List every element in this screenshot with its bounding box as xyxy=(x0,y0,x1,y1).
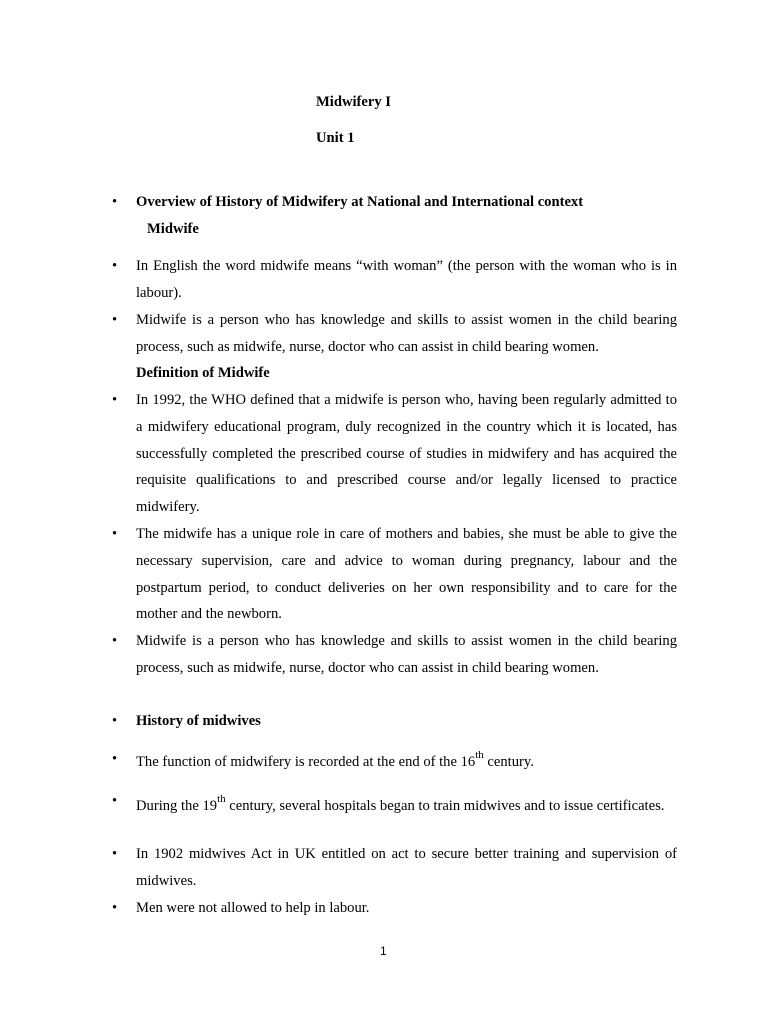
bullet-marker: • xyxy=(112,526,118,542)
bullet-marker: • xyxy=(112,633,118,649)
paragraph-19th-century: During the 19th century, several hospitals began to train midwives and to issue certificates. xyxy=(136,793,665,814)
subheading-midwife: Midwife xyxy=(147,221,199,237)
bullet-marker: • xyxy=(112,793,118,809)
bullet-marker: • xyxy=(112,194,118,210)
paragraph-midwife-role: The midwife has a unique role in care of mothers and babies, she must be able to give the necessary supervision, care and advice to woman during pregnancy, labour and the postpartum period, to conduct deliveries on her own responsibility and to care for the mother and the newborn. xyxy=(136,526,677,623)
paragraph-midwife-person: Midwife is a person who has knowledge and skills to assist women in the child bearing process, such as midwife, nurse, doctor who can assist in child bearing women. xyxy=(136,312,677,355)
paragraph-midwife-meaning: In English the word midwife means “with woman” (the person with the woman who is in labour). xyxy=(136,258,677,301)
bullet-marker: • xyxy=(112,900,118,916)
unit-label: Unit 1 xyxy=(316,130,355,146)
bullet-marker: • xyxy=(112,258,118,274)
bullet-marker: • xyxy=(112,846,118,862)
page-number: 1 xyxy=(380,944,387,958)
bullet-marker: • xyxy=(112,392,118,408)
paragraph-midwife-person-repeat: Midwife is a person who has knowledge and skills to assist women in the child bearing process, such as midwife, nurse, doctor who can assist in child bearing women. xyxy=(136,633,677,676)
paragraph-16th-century: The function of midwifery is recorded at the end of the 16th century. xyxy=(136,749,534,770)
section-heading-history: History of midwives xyxy=(136,713,261,729)
subheading-definition: Definition of Midwife xyxy=(136,365,270,381)
bullet-marker: • xyxy=(112,751,118,767)
paragraph-who-definition: In 1992, the WHO defined that a midwife is person who, having been regularly admitted to a midwifery educational program, duly recognized in the country which it is located, has successfully completed the prescribed course of studies in midwifery and has acquired the requisite qualifications to and prescribed course and/or legally licensed to practice midwifery. xyxy=(136,392,677,516)
document-title: Midwifery I xyxy=(316,94,391,110)
section-heading-overview: Overview of History of Midwifery at National and International context xyxy=(136,194,584,210)
paragraph-1902-act: In 1902 midwives Act in UK entitled on act to secure better training and supervision of midwives. xyxy=(136,846,677,889)
paragraph-men-not-allowed: Men were not allowed to help in labour. xyxy=(136,900,370,916)
bullet-marker: • xyxy=(112,713,118,729)
bullet-marker: • xyxy=(112,312,118,328)
